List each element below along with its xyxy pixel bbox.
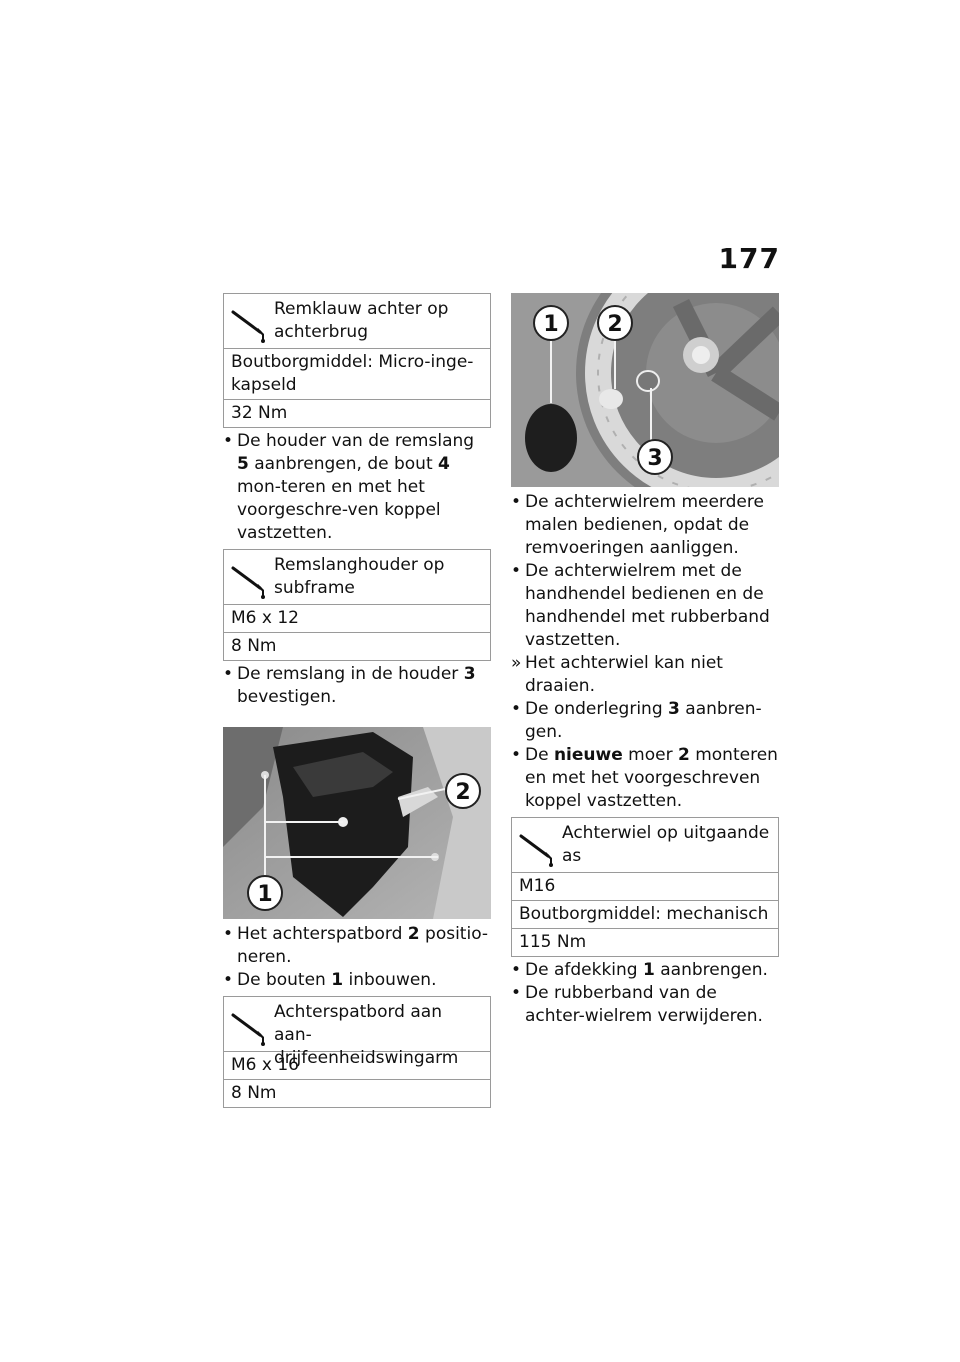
rear-mudguard-photo: [223, 727, 491, 919]
page-number: 177: [718, 242, 780, 275]
result-marker: »: [511, 653, 522, 673]
torque-table-title: Achterwiel op uitgaande as: [562, 823, 770, 866]
list-item: • De nieuwe moer 2 monteren en met het voorgeschreven koppel vastzetten.: [511, 745, 778, 811]
bullet-marker: •: [511, 983, 522, 1003]
wrench-icon: [230, 560, 270, 600]
torque-table-row: 32 Nm: [231, 403, 288, 423]
torque-table-brake-caliper: [223, 293, 491, 428]
list-item: • De achterwielrem met de handhendel bedienen en de handhendel met rubberband vastzetten.: [511, 561, 770, 650]
torque-table-title: Achterspatbord aan aan-drijfeenheidswingarm: [274, 1002, 459, 1068]
bullet-marker: •: [223, 664, 234, 684]
list-item: • De bouten 1 inbouwen.: [223, 970, 437, 990]
bullet-marker: •: [511, 492, 522, 512]
torque-table-row: 115 Nm: [519, 932, 587, 952]
step-list: [223, 923, 491, 992]
torque-table-row: M6 x 12: [224, 605, 490, 633]
left-column: [223, 293, 491, 1110]
torque-table-row: 8 Nm: [231, 636, 277, 656]
callout-label: 2: [607, 312, 623, 337]
list-item: • De achterwielrem meerdere malen bedienen, opdat de remvoeringen aanliggen.: [511, 492, 764, 558]
bullet-marker: •: [511, 960, 522, 980]
callout-label: 3: [647, 446, 663, 471]
torque-table-rear-wheel: [511, 817, 779, 957]
list-item: • De onderlegring 3 aanbren-gen.: [511, 699, 762, 742]
wrench-icon: [230, 304, 270, 344]
callout-label: 2: [455, 780, 471, 805]
wrench-icon: [518, 828, 558, 868]
rear-wheel-photo: [511, 293, 779, 487]
list-item: » Het achterwiel kan niet draaien.: [511, 653, 723, 696]
bullet-marker: •: [511, 699, 522, 719]
torque-table-row: Boutborgmiddel: mechanisch: [512, 901, 778, 929]
step-list: [511, 491, 779, 813]
torque-table-row: M6 x 16: [224, 1052, 490, 1080]
list-item: • De afdekking 1 aanbrengen.: [511, 960, 768, 980]
torque-table-title: Remklauw achter op achterbrug: [274, 299, 449, 342]
step-list: [223, 430, 491, 545]
list-item: • De remslang in de houder 3 bevestigen.: [223, 664, 476, 707]
torque-table-row: Boutborgmiddel: Micro-inge-kapseld: [224, 349, 490, 400]
bullet-marker: •: [223, 970, 234, 990]
torque-table-row: 8 Nm: [231, 1083, 277, 1103]
torque-table-row: M16: [512, 873, 778, 901]
right-column: [511, 293, 779, 1032]
callout-label: 1: [543, 312, 559, 337]
torque-table-title: Remslanghouder op subframe: [274, 555, 445, 598]
torque-table-mudguard: [223, 996, 491, 1108]
torque-table-hose-holder: [223, 549, 491, 661]
bullet-marker: •: [511, 561, 522, 581]
wrench-icon: [230, 1007, 270, 1047]
list-item: • Het achterspatbord 2 positio-neren.: [223, 924, 489, 967]
bullet-marker: •: [511, 745, 522, 765]
list-item: • De rubberband van de achter-wielrem verwijderen.: [511, 983, 763, 1026]
callout-label: 1: [257, 882, 273, 907]
step-list: [511, 959, 779, 1028]
bullet-marker: •: [223, 431, 234, 451]
list-item: • De houder van de remslang 5 aanbrengen, de bout 4 mon-teren en met het voorgeschre-ven koppel vastzetten.: [223, 431, 475, 543]
step-list: [223, 663, 491, 709]
bullet-marker: •: [223, 924, 234, 944]
